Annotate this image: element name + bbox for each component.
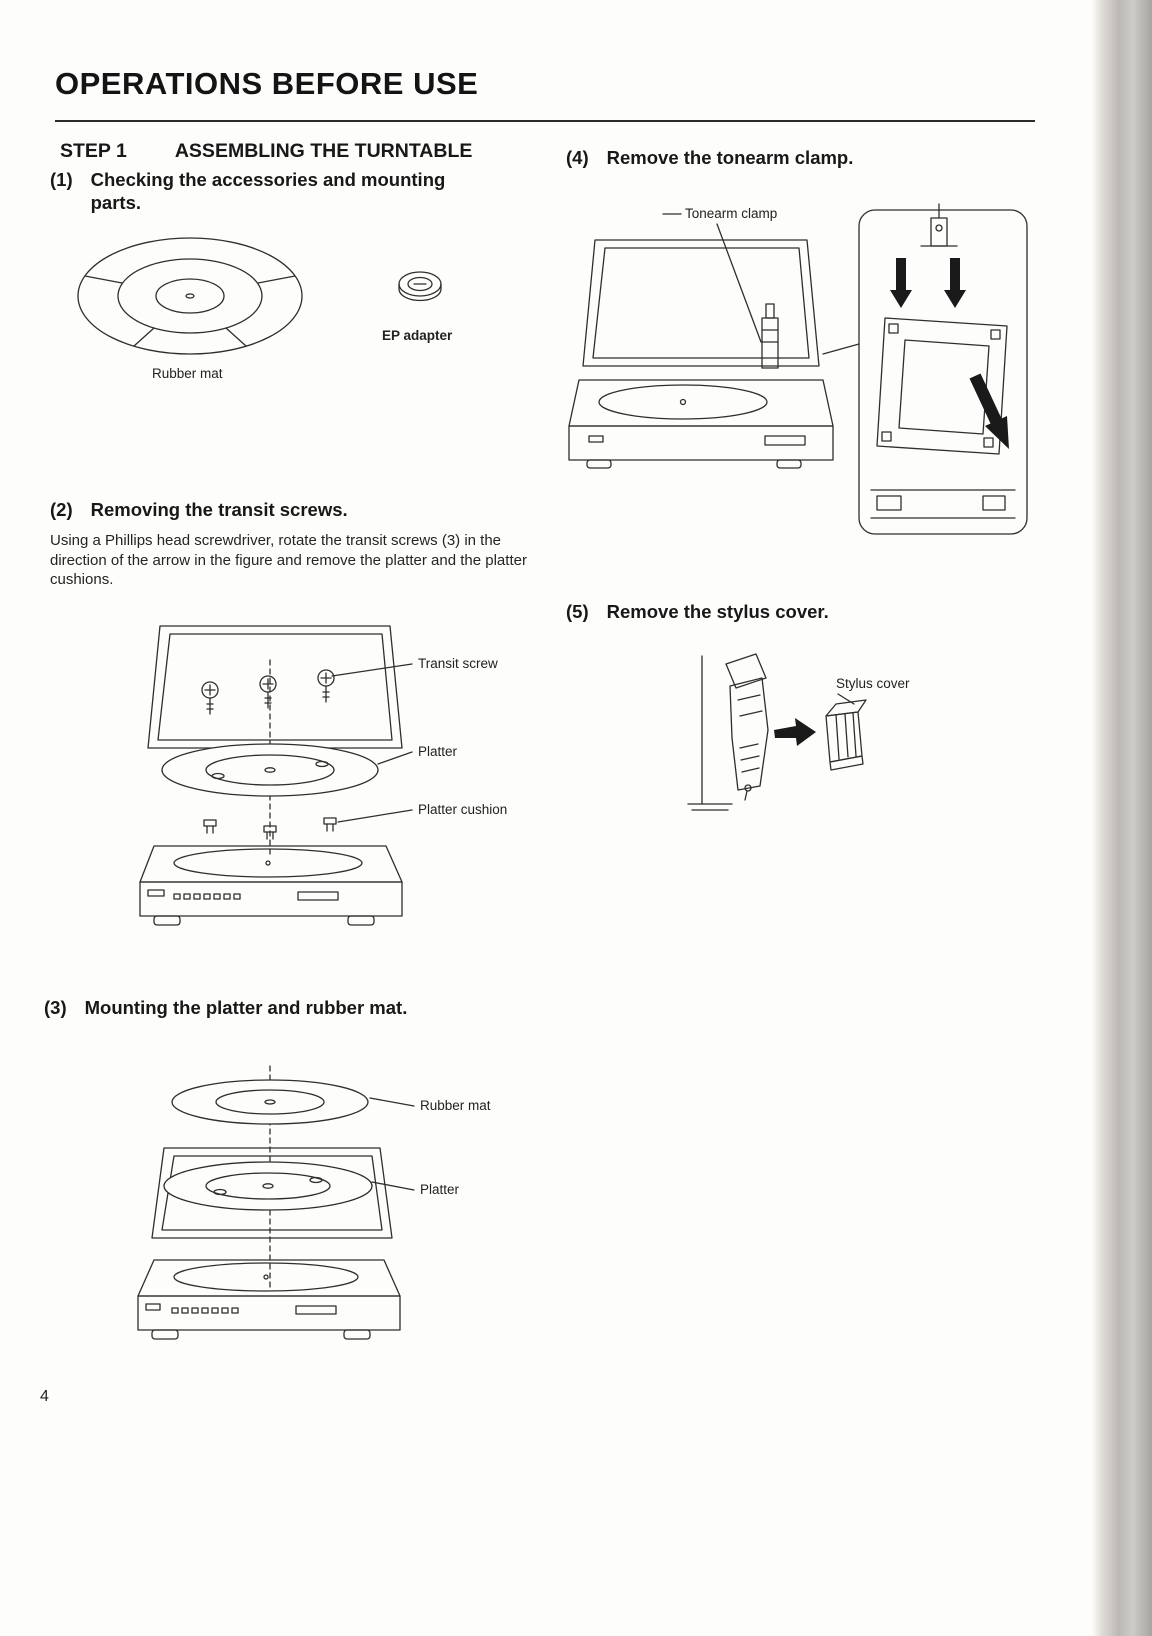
section-5-number: (5) bbox=[566, 601, 589, 622]
step-label: STEP 1 bbox=[60, 140, 127, 162]
figure-transit-screws bbox=[118, 620, 510, 938]
section-3-number: (3) bbox=[44, 997, 67, 1018]
figure-tonearm-clamp bbox=[565, 196, 1037, 548]
section-1-number: (1) bbox=[50, 169, 73, 190]
label-stylus-cover: Stylus cover bbox=[836, 676, 910, 691]
transit-screw-glyphs bbox=[202, 670, 334, 714]
section-1-title: Checking the accessories and mounting parts. bbox=[90, 169, 446, 213]
label-ep-adapter: EP adapter bbox=[382, 328, 453, 343]
figure-rubber-mat bbox=[70, 226, 320, 388]
label-platter: Platter bbox=[420, 1182, 460, 1197]
step-title: ASSEMBLING THE TURNTABLE bbox=[174, 140, 473, 162]
figure-mount-platter bbox=[118, 1052, 510, 1352]
section-4-title: Remove the tonearm clamp. bbox=[606, 147, 854, 168]
label-rubber-mat: Rubber mat bbox=[420, 1098, 491, 1113]
section-4-number: (4) bbox=[566, 147, 589, 168]
step-1-heading bbox=[60, 140, 472, 163]
page-number: 4 bbox=[40, 1388, 49, 1405]
label-tonearm-clamp: Tonearm clamp bbox=[685, 206, 778, 221]
section-2-title: Removing the transit screws. bbox=[90, 499, 348, 520]
section-2-body: Using a Phillips head screwdriver, rotate the transit screws (3) in the direction of the arrow in the figure and remove the platter and the platter cushions. bbox=[50, 532, 527, 588]
section-3-heading bbox=[44, 996, 407, 1019]
label-platter: Platter bbox=[418, 744, 458, 759]
section-2-number: (2) bbox=[50, 499, 73, 520]
section-2-heading bbox=[50, 498, 348, 521]
scan-edge-strip bbox=[1092, 0, 1152, 1636]
label-transit-screw: Transit screw bbox=[418, 656, 498, 671]
title-rule bbox=[55, 120, 1035, 122]
label-rubber-mat: Rubber mat bbox=[152, 366, 223, 381]
section-4-heading bbox=[566, 146, 853, 169]
remove-arrow-icon bbox=[774, 718, 816, 746]
section-5-title: Remove the stylus cover. bbox=[606, 601, 829, 622]
section-3-title: Mounting the platter and rubber mat. bbox=[84, 997, 408, 1018]
motion-arrow-icons bbox=[890, 258, 1009, 449]
label-platter-cushion: Platter cushion bbox=[418, 802, 508, 817]
figure-ep-adapter bbox=[368, 264, 488, 348]
figure-stylus-cover bbox=[640, 638, 1040, 828]
section-1-heading bbox=[50, 168, 483, 214]
section-5-heading bbox=[566, 600, 829, 623]
page-title: OPERATIONS BEFORE USE bbox=[55, 66, 479, 101]
